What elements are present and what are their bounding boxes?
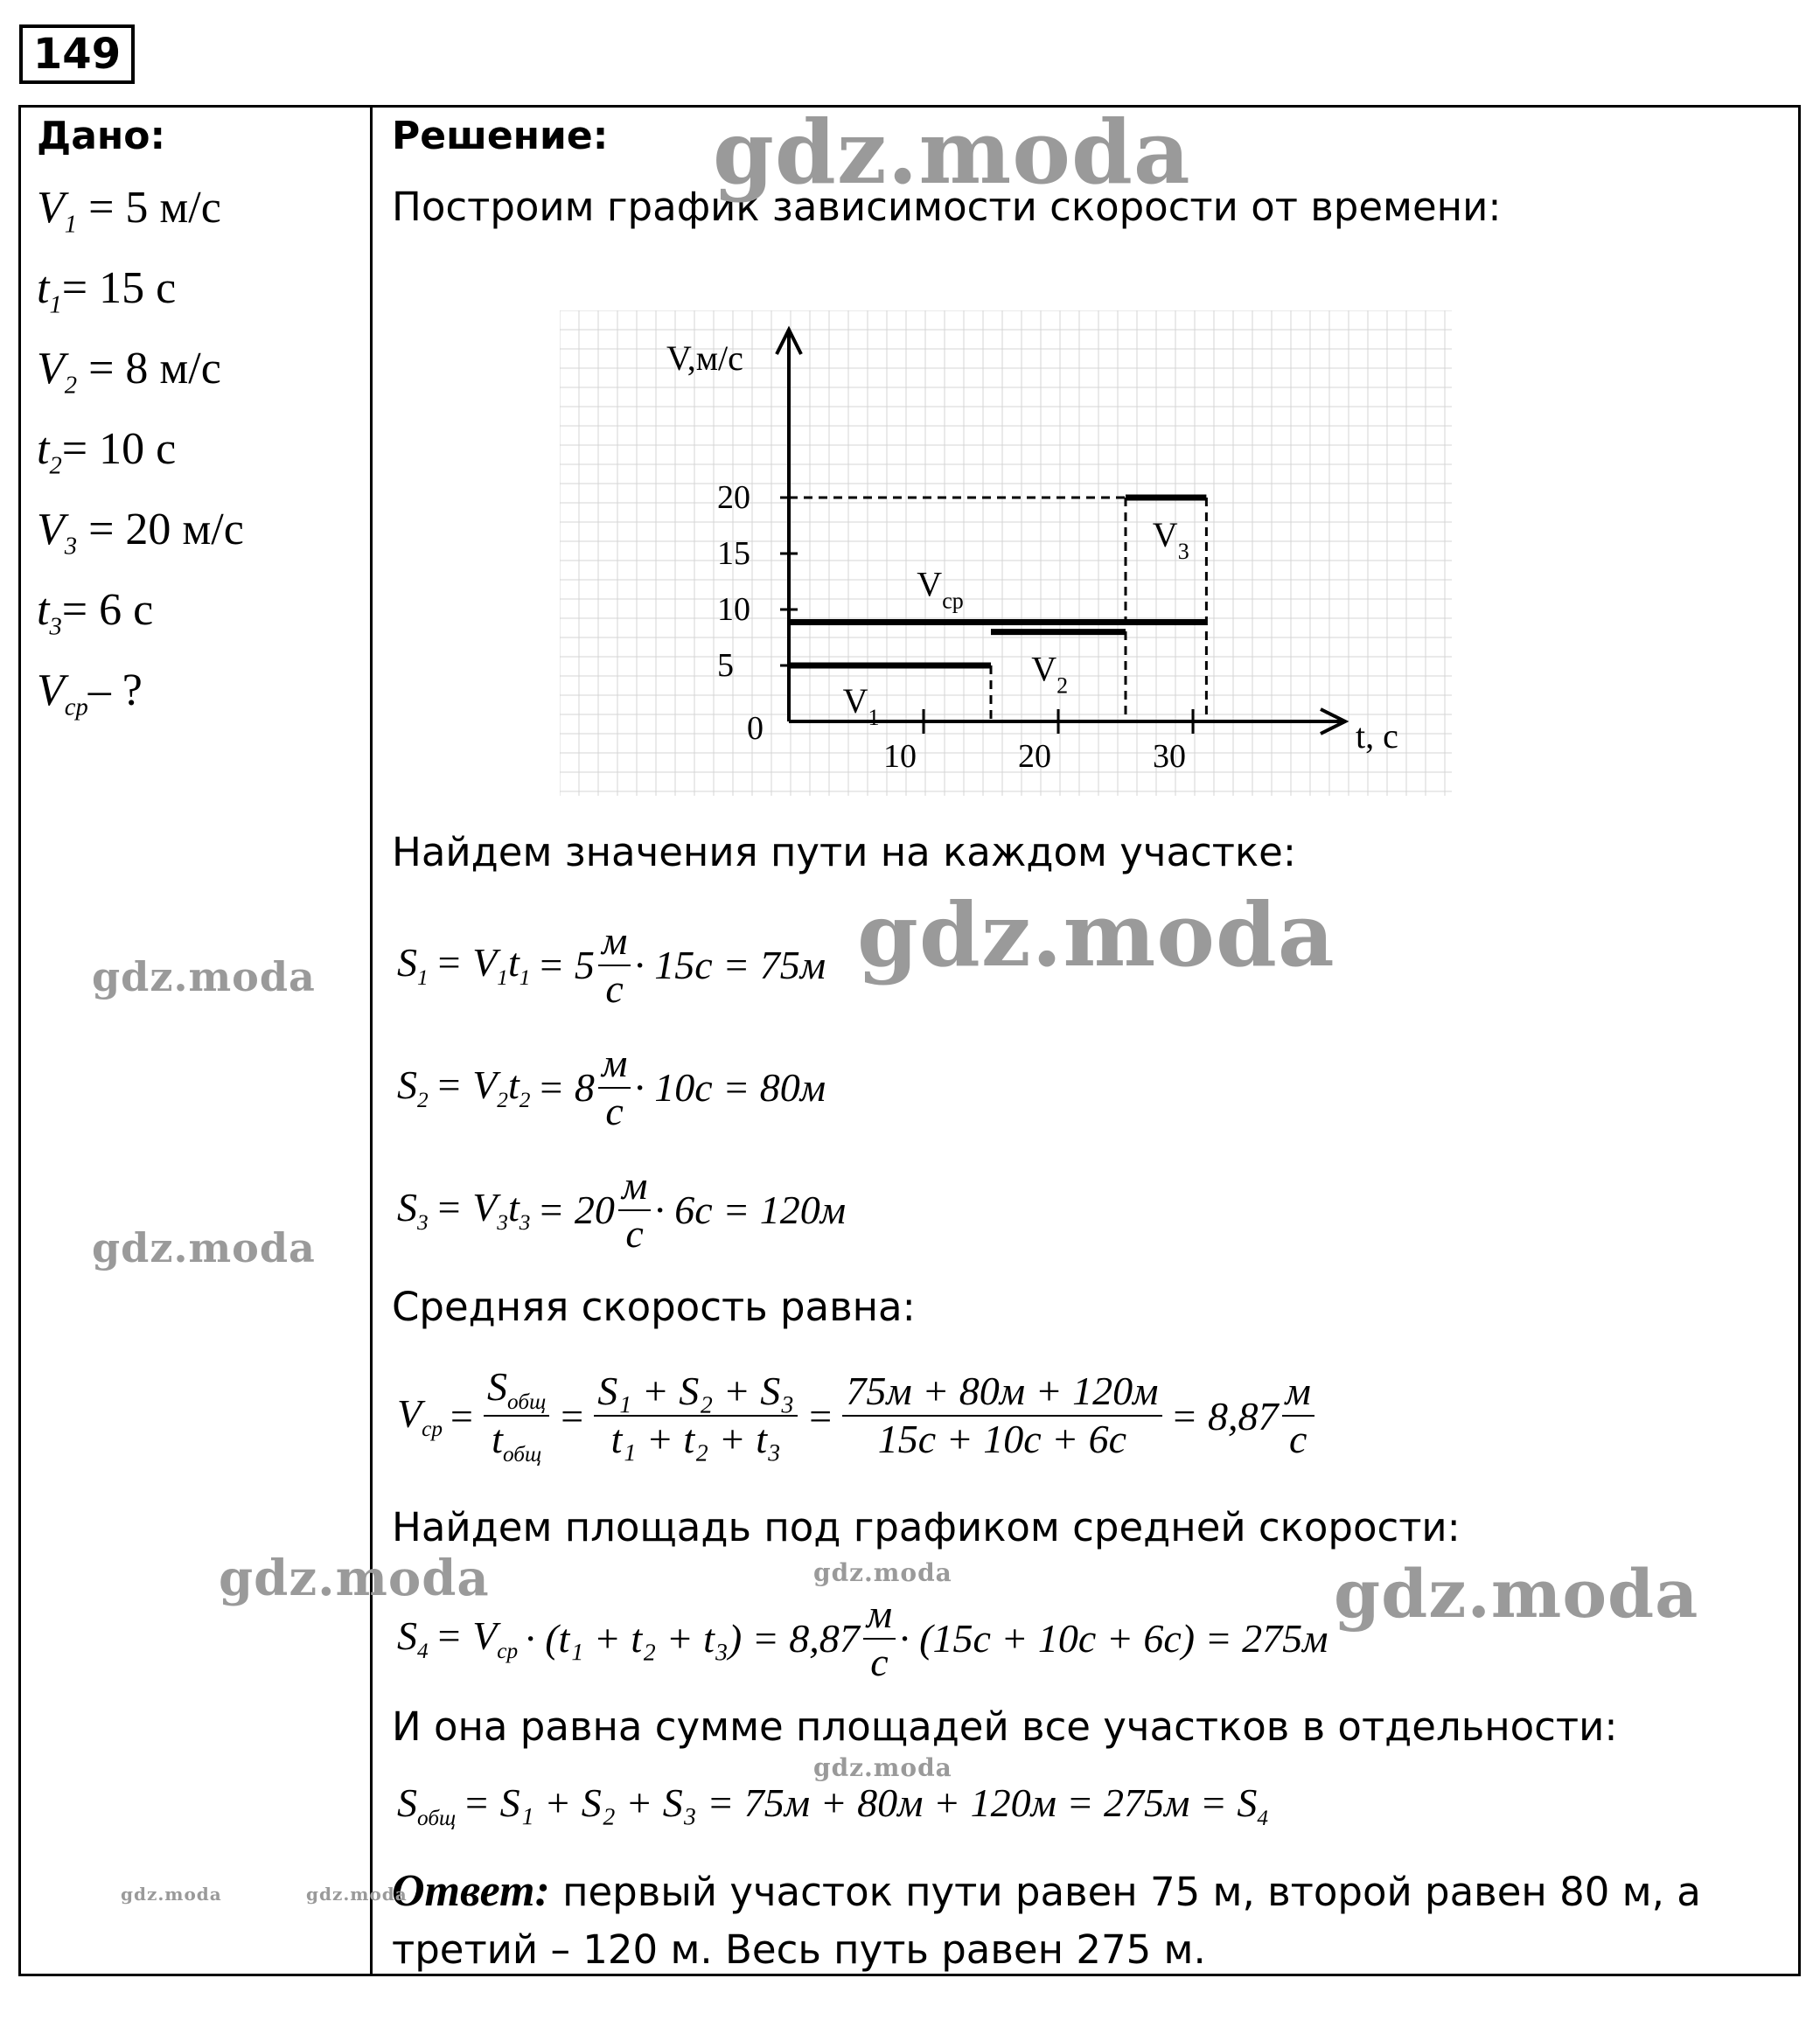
equation-s2: $S_2$ = $V_2t_2$ = 8 $\frac{м}{с}$ · 10с = 80м [397,1041,826,1133]
equation-s1: $S_1$ = $V_1t_1$ = 5 $\frac{м}{с}$ · 15с = 75м [397,918,826,1011]
equation-s3: $S_3$ = $V_3t_3$ = 20 $\frac{м}{с}$ · 6с = 120м [397,1163,847,1256]
watermark: gdz.moda [92,953,316,1000]
series-label-v3: $V_3$ [1152,515,1189,564]
given-item: $t_1= 15$ с [37,263,177,319]
watermark: gdz.moda [857,883,1335,986]
watermark: gdz.moda [813,1558,952,1587]
answer-label: Ответ: [392,1866,550,1916]
avg-heading: Средняя скорость равна: [392,1284,916,1330]
area-unit-fraction: $\frac{м}{с}$ [863,1592,896,1686]
series-label-vср: $V_{ср}$ [917,564,964,614]
graph-intro: Построим график зависимости скорости от времени: [392,184,1502,230]
given-item: $V_{ср}-$ ? [37,665,143,721]
area-heading: Найдем площадь под графиком средней скорости: [392,1504,1461,1550]
x-axis-label: t, с [1356,716,1398,756]
paths-heading: Найдем значения пути на каждом участке: [392,829,1297,875]
sum-heading: И она равна сумме площадей все участков в отдельности: [392,1703,1618,1750]
series-label-v2: $V_2$ [1031,649,1069,699]
watermark: gdz.moda [713,101,1191,204]
equation-total-path: $S_{общ}$ = $S_1 + S_2 + S_3 = 75м + 80м + 120м = 275м = S_4$ [397,1780,1269,1831]
watermark: gdz.moda [1334,1555,1699,1633]
avg-fraction-values: $\frac{75м + 80м + 120м}{15с + 10с + 6с}$ [842,1369,1161,1463]
equation-average-speed: $V_{ср}$ = $\frac{S_{общ}}{t_{общ}}$ = $\frac{\text{S₁ + S₂ + S₃}}{\text{t₁ + t₂ + t₃}}$ = $\frac{75м + 80м + 120м}{15с + 10с + 6с}$ = 8,87 $\frac{м}{с}$ [397,1364,1318,1468]
origin-label: 0 [747,710,764,747]
x-tick-label: 20 [1018,738,1051,775]
s3-unit-fraction: $\frac{м}{с}$ [618,1163,651,1257]
given-item: $V_1 = 5$ м/с [37,183,221,239]
given-header: Дано: [37,114,166,158]
answer [392,1863,1782,1979]
avg-fraction-total: $\frac{S_{общ}}{t_{общ}}$ [484,1364,549,1468]
equation-area: $S_4$ = $V_{ср}$ · (t₁ + t₂ + t₃) = 8,87 $\frac{м}{с}$ · (15с + 10с + 6с) = 275м [397,1592,1328,1684]
s1-lhs: $S_1$ [397,940,429,991]
y-tick-label: 20 [717,479,750,516]
s1-unit-fraction: $\frac{м}{с}$ [598,918,631,1013]
solution-header: Решение: [392,114,609,158]
problem-number: 149 [19,24,135,84]
watermark: gdz.moda [92,1224,316,1271]
watermark: gdz.moda [121,1884,222,1905]
s2-unit-fraction: $\frac{м}{с}$ [598,1041,631,1135]
watermark: gdz.moda [219,1550,490,1607]
given-item: $V_2 = 8$ м/с [37,344,221,400]
velocity-time-chart [560,310,1452,796]
given-item: $t_2= 10$ с [37,424,177,480]
watermark: gdz.moda [813,1753,952,1782]
x-tick-label: 30 [1153,738,1186,775]
column-divider [370,105,373,1976]
watermark: gdz.moda [306,1884,408,1905]
avg-fraction-sum: $\frac{\text{S₁ + S₂ + S₃}}{\text{t₁ + t₂ + t₃}}$ [594,1369,798,1463]
y-tick-label: 5 [717,647,734,684]
given-column [37,114,244,741]
y-axis-label: V,м/с [666,338,743,378]
y-tick-label: 15 [717,535,750,572]
given-item: $V_3 = 20$ м/с [37,505,244,561]
x-tick-label: 10 [883,738,917,775]
series-label-v1: $V_1$ [842,681,880,730]
avg-unit-fraction: $\frac{м}{с}$ [1282,1369,1314,1463]
answer-text: первый участок пути равен 75 м, второй равен 80 м, а третий – 120 м. Весь путь равен 275 м. [392,1869,1701,1973]
given-item: $t_3= 6$ с [37,585,154,641]
y-tick-label: 10 [717,591,750,628]
given-list [37,178,244,741]
